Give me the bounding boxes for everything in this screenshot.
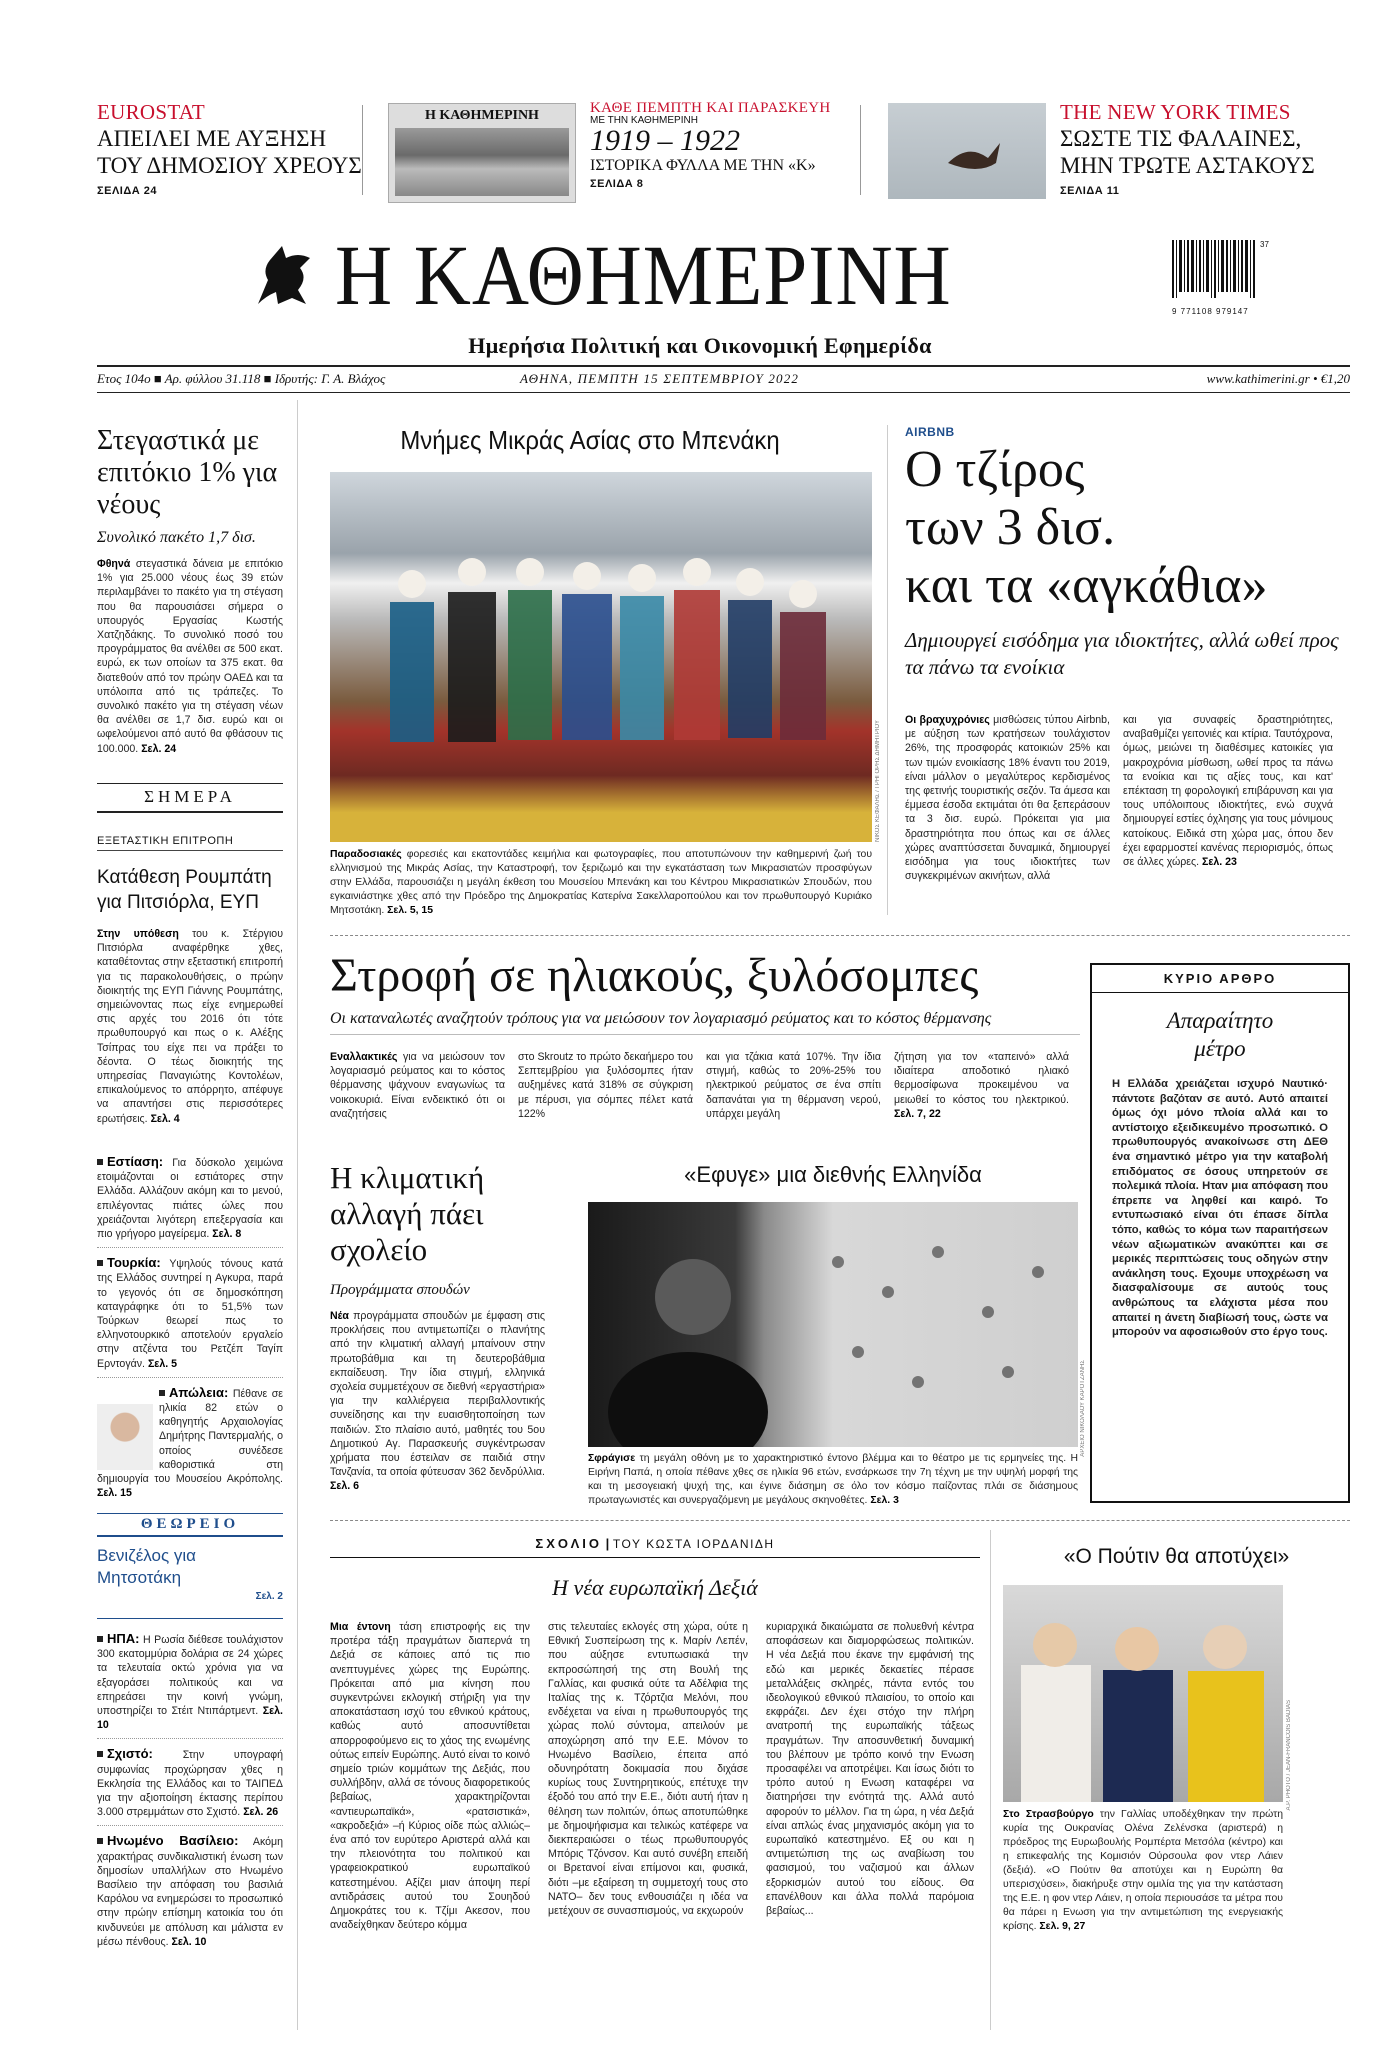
theory-brief-text: Στην υπογραφή συμφωνίας προχώρησαν χθες η Εκκλησία της Ελλάδος και το ΤΑΙΠΕΔ για την αξιοποίηση έκτασης περίπου 3.000 στρεμμάτων στο Σχιστό. [97, 1749, 283, 1819]
airbnb-col1 [905, 713, 1110, 883]
solar-col3 [706, 1050, 881, 1121]
teaser-headline: ΙΣΤΟΡΙΚΑ ΦΥΛΛΑ ΜΕ ΤΗΝ «Κ» [590, 157, 816, 174]
comment-col1 [330, 1620, 530, 1932]
masthead-tagline: Ημερήσια Πολιτική και Οικονομική Εφημερίδα [468, 333, 932, 358]
info-left: Ετος 104ο ■ Αρ. φύλλου 31.118 ■ Ιδρυτής: Γ. Α. Βλάχος [97, 371, 386, 386]
climate-story[interactable] [330, 1160, 545, 1494]
editorial-headline: Απαραίτητο μέτρο [1166, 1008, 1274, 1061]
costumes-illustration [330, 472, 872, 842]
brief-lead: Απώλεια: [169, 1384, 229, 1400]
today-body: του κ. Στέργιου Πιτσιόρλα αναφέρθηκε χθες, καταθέτοντας στην εξεταστική επιτροπή για τις παρακολουθήσεις, ο πρώην διοικητής της ΕΥΠ Γιάννης Ρουμπάτης, σημειώνοντας πως είχε ενημερωθεί στις αρχές του 2016 ότι τότε πρωθυπουργό και πως ο κ. Αλέξης Τσίπρας του είχε πει να πράξει το δέοντα. Ο τέως διοικητής της υπηρεσίας Παναγιώτης Κοντολέων, επικαλούμενος το απόρρητο, απέφυγε να απαντήσει στις περισσότερες ερωτήσεις. [97, 928, 283, 1125]
caption-text: τη μεγάλη οθόνη με το χαρακτηριστικό έντονο βλέμμα και το θέατρο με τις ερμηνείες της. Η Ειρήνη Παπά, η οποία πέθανε χθες σε ηλικία 96 ετών, ενσάρκωσε την 7η τέχνη με την υψηλή μορφή της και τη μεσογειακή ψυχή της, και έγινε διάσημη σε όλο τον κόσμο παίζοντας πλάι σε διάσημους πρωταγωνιστές και συνεργαζόμενη με μεγάλους σκηνοθέτες. [588, 1453, 1079, 1506]
airbnb-headline: Ο τζίρος [905, 441, 1085, 498]
comment-body: τάση επιστροφής εις την προτέρα τάξη πραγμάτων διαπερνά τη Δεξιά σε κάποιες από τις πιο ανεπτυγμένες χώρες της Ευρώπης. Πρόκειται από μια κίνηση που συγκεντρώνει εκλογική στήριξη για την αποκατάσταση ισχύ του εθνικού κράτους, καθώς αυτό αποσυντίθεται απορροφούμενο εις το χάος της ενωμένης ούτως ειπείν Ευρώπης. Αυτό είναι το κοινό σημείο τριών κομμάτων της Δεξιάς, που συλλήβδην, αλλά σε τόνους διαφορετικούς βεβαίως, χαρακτηρίζονται «αντιευρωπαϊκά», «ρατσιστικά», «ακροδεξιά» –ή Κύριος οίδε πώς αλλιώς– ένα από τον ευρύτερο Αριστερά αλλά και την πλειονότητα του πολιτικού και γραφειοκρατικού ευρωπαϊκού κατεστημένου. Αξίζει μιαν άποψη περί αντιδράσεις αυτού του Σουηδού Δημοκράτες του κ. Τζίμι Ακεσον, που αναδείχθηκαν δεύτερο κόμμα [330, 1621, 530, 1932]
airbnb-kicker: AIRBNB [905, 425, 955, 439]
comment-col2 [548, 1620, 748, 1918]
airbnb-story[interactable] [905, 425, 1350, 681]
teaser-kicker: THE NEW YORK TIMES [1060, 100, 1291, 124]
left-lead-subhead: Συνολικό πακέτο 1,7 δισ. [97, 529, 256, 546]
solar-headline: Στροφή σε ηλιακούς, ξυλόσομπες [330, 949, 979, 1002]
masthead-title: Η ΚΑΘΗΜΕΡΙΝΗ [335, 227, 952, 323]
brief-item[interactable] [97, 1386, 283, 1501]
theory-brief-text: Η Ρωσία διέθεσε τουλάχιστον 300 εκατομμύρια δολάρια σε 24 χώρες τα τελευταία οκτώ χρόνια για να εξαγοράσει πολιτικούς και να επηρεάσει την κοινή γνώμη, υποστηρίζει το Στέιτ Ντιπάρτμεντ. [97, 1634, 283, 1718]
climate-intro: Νέα [330, 1310, 349, 1322]
theory-brief-lead: Ηνωμένο Βασίλειο: [107, 1833, 239, 1849]
barcode-issue: 37 [1260, 240, 1269, 249]
brief-page: Σελ. 15 [97, 1487, 132, 1500]
left-lead-page: Σελ. 24 [141, 742, 177, 755]
solar-col1 [330, 1050, 505, 1121]
benaki-photo[interactable] [330, 472, 872, 842]
benaki-headline[interactable]: Μνήμες Μικράς Ασίας στο Μπενάκη [400, 425, 780, 455]
climate-page: Σελ. 6 [330, 1480, 360, 1493]
climate-body: προγράμματα σπουδών με έμφαση στις προκλήσεις που αντιμετωπίζει ο πλανήτης από την κλιματική αλλαγή μπαίνουν στην πρωτοβάθμια και τη δευτεροβάθμια εκπαίδευση. Την ίδια στιγμή, ελληνικά σχολεία συμμετέχουν σε διεθνή «εργαστήρια» για την καλλιέργεια περιβαλλοντικής συνείδησης και την ευαισθητοποίηση των παιδιών. Στο πλαίσιο αυτό, μαθητές του 5ου Δημοτικού Αγ. Παρασκευής συγκέντρωσαν χρήματα που έστειλαν σε παιδιά στην Τανζανία, τα οποία φύτευσαν 362 δενδρύλλια. [330, 1310, 545, 1479]
theory-label: ΘΕΩΡΕΙΟ [97, 1513, 283, 1537]
brief-lead: Εστίαση: [107, 1154, 164, 1169]
today-label: ΣΗΜΕΡΑ [144, 787, 236, 806]
left-lead-body: στεγαστικά δάνεια με επιτόκιο 1% για 25.000 νέους έως 39 ετών περιλαμβάνει το πακέτο για τη στέγαση που θα παρουσιάσει σήμερα ο υπουργός Εργασίας Κωστής Χατζηδάκης. Το συνολικό ποσό του προγράμματος θα ανέλθει σε 500 εκατ. ευρώ, εκ των οποίων τα 375 εκατ. θα διατεθούν από τον πρώην ΟΑΕΔ και τα υπόλοιπα από τις τράπεζες. Το συνολικό πακέτο για τη στέγαση νέων θα ανέλθει σε 1,7 δισ. ευρώ και οι ωφελούμενοι από αυτό θα φθάσουν τις 100.000. [97, 558, 283, 755]
editorial-box[interactable] [1090, 963, 1350, 1503]
teaser-subkicker: ΜΕ ΤΗΝ ΚΑΘΗΜΕΡΙΝΗ [590, 115, 698, 126]
airbnb-page: Σελ. 23 [1202, 856, 1237, 869]
caption-lead: Παραδοσιακές [330, 849, 402, 860]
barcode [1172, 240, 1269, 318]
papas-photo[interactable] [588, 1202, 1078, 1447]
putin-credit: A.P. PHOTO / JEAN-FRANCOIS BADIAS [1286, 1700, 1292, 1811]
solar-page: Σελ. 7, 22 [894, 1107, 941, 1120]
caption-lead: Στο Στρασβούργο [1003, 1809, 1094, 1820]
comment-body: κυριαρχικά δικαιώματα σε πολυεθνή κέντρα αποφάσεων και διαμορφώσεως πολιτικών. Η νέα Δεξιά που έκανε την εμφάνισή της εδώ και μερικές δεκαετίες πέρασε μεταλλάξεις σκληρές, πάντα εντός του ιδεολογικού εθνικού πλαισίου, το οποίο και εκφράζει. Δεν έχει στόχο την πλήρη ανατροπή της ευρωπαϊκής τάξεως πραγμάτων. Την αποσυνθετική δυναμική του βλέπουν με τρόπο κοινό την Ενωση προσαφέλει να αποτρέψει. Και ίσως διότι το τρόπο αυτού η Ενωση καταφέρει να διατηρήσει την ενότητά της. Αλλά αυτό αφορούν το μέλλον. Για τη ώρα, η νέα Δεξιά είναι απλώς ένας μηχανισμός ακόμη για το ευρωπαϊκό κατεστημένο. Εξ ου και η αντιμετώπιση της ως αναβίωση του φασισμού, του ναζισμού και άλλων εξορκισμών αυτού του είδους. Θα επανέλθουν και άλλα πολλά παρόμοια βεβαίως... [766, 1621, 974, 1918]
teaser-thumb-kathimerini[interactable] [388, 103, 576, 203]
theory-brief-page: Σελ. 10 [97, 1705, 283, 1732]
comment-body: στις τελευταίες εκλογές στη χώρα, ούτε η Εθνική Συσπείρωση της κ. Μαρίν Λεπέν, που αύξησε εντυπωσιακά την εκπροσώπησή της στη Βουλή της Γαλλίας, και φυσικά ούτε τα Αδέλφια της Ιταλίας της κ. Τζόρτζια Μελόνι, που ενδέχεται να είναι η πρωθυπουργός της χώρας πολύ σύντομα, απειλούν με αποχώρηση από την Ε.Ε. Μόνον το Ηνωμένο Βασίλειο, έπειτα από οδυνηρότατη δοκιμασία που διχάσε κυρίως τους Συντηρητικούς, επέτυχε την έξοδό του από την Ε.Ε., διότι αυτή ήταν η θέληση των πολιτών, όπως αποτυπώθηκε με δημοψήφισμα και τελικώς κατέφερε να διεκπεραιώσει ο τέως πρωθυπουργός Μπόρις Τζόνσον. Και αυτό συνέβη επειδή οι Βρετανοί είναι επίμονοι και, φυσικά, διότι –με εξαίρεση τη συμμετοχή τους στο ΝΑΤΟ– δεν τους ενθουσιάζει η ιδέα να μετέχουν σε συνασπισμούς, να εκχωρούν [548, 1621, 748, 1918]
theory-headline: Βενιζέλος για Μητσοτάκη [97, 1546, 196, 1587]
benaki-caption [330, 848, 872, 918]
solar-col4 [894, 1050, 1069, 1121]
brief-item[interactable] [97, 1256, 283, 1378]
obituary-portrait [97, 1404, 153, 1470]
teaser-page: ΣΕΛΙΔΑ 8 [590, 178, 644, 190]
climate-headline: σχολείο [330, 1232, 428, 1267]
papas-credit: ΑΡΧΕΙΟ ΝΙΚΟΛΑΟΥ ΚΑΡΟΤΖΑΝΗΣ [1080, 1360, 1086, 1457]
putin-photo[interactable] [1003, 1585, 1283, 1802]
theory-brief-page: Σελ. 26 [243, 1806, 279, 1819]
theory-brief-text: Ακόμη χαρακτήρας συνδικαλιστική ένωση των δημοσίων υπαλλήλων στο Ηνωμένο Βασίλειο την απόφαση του βασιλιά Καρόλου να ενημερώσει το προσωπικό στην πρώην επίσημη κατοικία του ότι κινδυνεύει με απόλυση και μάλιστα εν μέσω πένθους. [97, 1836, 284, 1948]
teaser-eurostat[interactable] [97, 100, 362, 200]
airbnb-subhead: Δημιουργεί εισόδημα για ιδιοκτήτες, αλλά ωθεί προς τα πάνω τα ενοίκια [905, 628, 1339, 679]
brief-text: Για δύσκολο χειμώνα ετοιμάζονται οι εστιάτορες στην Ελλάδα. Αλλάζουν ακόμη και το μενού, επιλέγοντας πιάτες ώλες που χρειάζονται λιγότερη επεξεργασία και πιο γρήγορο μαγείρεμα. [97, 1157, 283, 1241]
comment-headline[interactable]: Η νέα ευρωπαϊκή Δεξιά [552, 1575, 758, 1600]
putin-caption [1003, 1808, 1283, 1934]
teaser-nyt[interactable] [1060, 100, 1350, 200]
airbnb-intro: Οι βραχυχρόνιες [905, 714, 990, 726]
solar-body: για να μειώσουν τον λογαριασμό ρεύματος και το κόστος θέρμανσης ψάχνουν εναγωνίως τα νοικοκυριά. Είναι ενδεικτικό ότι οι αναζητήσεις [330, 1051, 505, 1120]
today-story[interactable] [97, 835, 283, 1126]
airbnb-body: και για συναφείς δραστηριότητες, αναβαθμίζει γειτονιές και κτίρια. Ταυτόχρονα, όμως, μειώνει τη διαθέσιμες κατοικίες για μακροχρόνια μίσθωση, ωθεί προς τα πάνω τα ενοίκια και τις αξίες τους, και κατ' επέκταση τη φορολογική επιβάρυνση και για τους υπόλοιπους ιδιοκτήτες, ενώ συχνά δημιουργεί εστίες όχλησης για τους μόνιμους κατοίκους. Ειδικά στη χώρα μας, όπου δεν έχει εφαρμοστεί κανένας περιορισμός, όπως σε άλλες χώρες. [1123, 714, 1333, 869]
climate-headline: Η κλιματική [330, 1160, 485, 1195]
theory-brief-lead: ΗΠΑ: [107, 1631, 140, 1646]
thumb-title: Η ΚΑΘΗΜΕΡΙΝΗ [425, 108, 539, 123]
teaser-headline: ΣΩΣΤΕ ΤΙΣ ΦΑΛΑΙΝΕΣ, [1060, 126, 1302, 151]
caption-text: φορεσιές και εκατοντάδες κειμήλια και φωτογραφίες, που αποτυπώνουν την καθημερινή ζωή του ελληνισμού της Μικράς Ασίας, την Καταστροφή, τον ξεριζωμό και την εγκατάσταση των Μικρασιατών προσφύγων στην Ελλάδα, παρουσιάζει η μεγάλη έκθεση του Μουσείου Μπενάκη και του Κέντρου Μικρασιατικών Σπουδών, που εγκαινιάστηκε χθες από την Πρόεδρο της Δημοκρατίας Κατερίνα Σακελλαροπούλου και τον πρωθυπουργό Κυριάκο Μητσοτάκη. [330, 849, 872, 916]
teaser-1919[interactable] [590, 100, 850, 200]
airbnb-headline: και τα «αγκάθια» [905, 557, 1268, 614]
solar-body: ζήτηση για τον «ταπεινό» αλλά ιδιαίτερα αποδοτικό ηλιακό θερμοσίφωνα προκειμένου να μειωθεί το κόστος του ηλεκτρικού. [894, 1051, 1069, 1106]
editorial-label: ΚΥΡΙΟ ΑΡΘΡΟ [1092, 965, 1348, 993]
theory-briefs [97, 1632, 283, 1949]
teaser-headline: ΑΠΕΙΛΕΙ ΜΕ ΑΥΞΗΣΗ [97, 126, 327, 151]
griffin-logo-icon [248, 240, 320, 312]
comment-col3 [766, 1620, 974, 1918]
comment-header: ΣΧΟΛΙΟ | ΤΟΥ ΚΩΣΤΑ ΙΟΡΔΑΝΙΔΗ [330, 1535, 980, 1558]
caption-page: Σελ. 9, 27 [1039, 1921, 1086, 1932]
putin-headline[interactable]: «Ο Πούτιν θα αποτύχει» [1063, 1545, 1290, 1568]
teaser-page: ΣΕΛΙΔΑ 24 [97, 185, 157, 197]
whale-icon [888, 103, 1046, 199]
left-lead-intro: Φθηνά [97, 558, 131, 570]
theory-brief-item[interactable] [97, 1747, 283, 1826]
papas-caption [588, 1452, 1078, 1508]
solar-col2 [518, 1050, 693, 1121]
theory-brief-page: Σελ. 10 [171, 1935, 207, 1948]
caption-page: Σελ. 5, 15 [387, 905, 433, 916]
climate-subhead: Προγράμματα σπουδών [330, 1282, 470, 1298]
editorial-body: Η Ελλάδα χρειάζεται ισχυρό Ναυτικό· πάντοτε βαζόταν σε αυτό. Αυτό απαιτεί όμως όχι μόνο πλοία αλλά και το αντίστοιχο εξειδικευμένο προσωπικό. Ο πρωθυπουργός ανακοίνωσε στη ΔΕΘ ένα σημαντικό μέτρο για την καταβολή επιδόματος σε όσους υπηρετούν σε πολεμικά πλοία. Ηταν μια απόφαση που έπρεπε να ληφθεί και καιρό. Το εντυπωσιακό είναι ότι έπασε δίπλα τόπο, καθώς το κόμα των παραιτήσεων νέων αξιωματικών ανακύπτει και σε μερικές περιπτώσεις τους οδηγών στην ανάκληση τους. Εχουμε υποχρέωση να διασφαλίσουμε σε αυτούς τους ανθρώπους τα ελάχιστα μέσα που απαιτεί η άνετη διαβίωσή τους, ώστε να μπορούν να αφοσιωθούν στο έργο τους. [1112, 1078, 1328, 1339]
teaser-kicker: EUROSTAT [97, 100, 206, 124]
teaser-page: ΣΕΛΙΔΑ 11 [1060, 185, 1120, 197]
airbnb-headline: των 3 δισ. [905, 499, 1116, 556]
theory-brief-lead: Σχιστό: [107, 1746, 153, 1762]
comment-intro: Μια έντονη [330, 1621, 391, 1633]
brief-text: Πέθανε σε ηλικία 82 ετών ο καθηγητής Αρχαιολογίας Δημήτρης Παντερμαλής, ο οποίος συνέδεσε καθοριστικά στη δημιουργία του Μουσείου Ακρόπολης. [97, 1387, 283, 1486]
today-kicker: ΕΞΕΤΑΣΤΙΚΗ ΕΠΙΤΡΟΠΗ [97, 835, 283, 851]
today-headline: Κατάθεση Ρουμπάτη για Πιτσιόρλα, ΕΥΠ [97, 867, 272, 913]
caption-page: Σελ. 3 [870, 1495, 899, 1506]
teaser-kicker: ΚΑΘΕ ΠΕΜΠΤΗ ΚΑΙ ΠΑΡΑΣΚΕΥΗ [590, 100, 831, 116]
caption-lead: Σφράγισε [588, 1453, 636, 1464]
masthead [240, 228, 1120, 323]
brief-page: Σελ. 5 [147, 1357, 177, 1370]
teaser-thumb-whale[interactable] [888, 103, 1046, 199]
climate-headline: αλλαγή πάει [330, 1196, 484, 1231]
brief-item[interactable] [97, 1155, 283, 1248]
left-briefs [97, 1155, 283, 1500]
info-date: ΑΘΗΝΑ, ΠΕΜΠΤΗ 15 ΣΕΠΤΕΜΒΡΙΟΥ 2022 [520, 371, 800, 386]
theory-page: Σελ. 2 [255, 1591, 283, 1602]
benaki-credit: ΝΙΚΟΣ ΚΕΦΑΛΗΣ / ΓΡΗΓΟΡΗΣ ΔΗΜΗΤΡΙΟΥ [875, 720, 881, 843]
comment-author: ΤΟΥ ΚΩΣΤΑ ΙΟΡΔΑΝΙΔΗ [612, 1537, 775, 1551]
brief-lead: Τουρκία: [107, 1255, 161, 1271]
left-lead-story[interactable] [97, 425, 283, 756]
theory-brief-item[interactable] [97, 1834, 283, 1949]
airbnb-body: μισθώσεις τύπου Airbnb, με αύξηση των κρατήσεων τουλάχιστον 26%, της προσφοράς κατοικιών 25% και των τιμών ενοικίασης 18% έναντι του 2019, είναι μάλλον ο μεγαλύτερος κερδισμένος της φετινής τουριστικής σεζόν. Τα άμεσα και έμμεσα έσοδα εκτιμάται ότι θα ξεπεράσουν τα 3 δισ. ευρώ. Πρόκειται για μια δραστηριότητα που όπως και σε άλλες χώρες αναπτύσσεται δυναμικά, δημιουργεί εισόδημα για τους ιδιοκτήτες των συγκεκριμένων ακινήτων, αλλά [905, 714, 1110, 883]
info-right[interactable]: www.kathimerini.gr • €1,20 [1206, 371, 1350, 386]
barcode-icon [1172, 240, 1258, 302]
caption-text: την Γαλλίας υποδέχθηκαν την πρώτη κυρία της Ουκρανίας Ολένα Ζελένσκα (αριστερά) η πρόεδρος της Ευρωβουλής Ρομπέρτα Μετσόλα (κέντρο) και η επικεφαλής της Κομισιόν Ούρσουλα φον ντερ Λάιεν (δεξιά). «Ο Πούτιν θα αποτύχει και η Ευρώπη θα υπερισχύσει», διακήρυξε στην ομιλία της για την κατάσταση της Ε.Ε. η φον ντερ Λάιεν, η οποία περιουσάσε τα μέτρα που θα πάρει η Ενωση για την αντιμετώπιση της ενεργειακής κρίσης. [1003, 1809, 1283, 1932]
teaser-years: 1919 – 1922 [590, 124, 740, 157]
comment-label: ΣΧΟΛΙΟ [535, 1536, 603, 1551]
left-lead-headline: Στεγαστικά με επιτόκιο 1% για νέους [97, 425, 278, 520]
solar-body: στο Skroutz το πρώτο δεκαήμερο του Σεπτεμβρίου για ξυλόσομπες ήταν αυξημένες κατά 318% σε σύγκριση με πέρυσι, για σόμπες πέλετ κατά 122% [518, 1051, 693, 1120]
theory-brief-item[interactable] [97, 1632, 283, 1739]
teaser-headline: ΜΗΝ ΤΡΩΤΕ ΑΣΤΑΚΟΥΣ [1060, 153, 1315, 178]
teaser-headline: ΤΟΥ ΔΗΜΟΣΙΟΥ ΧΡΕΟΥΣ [97, 153, 362, 178]
today-page: Σελ. 4 [150, 1112, 180, 1125]
solar-subhead: Οι καταναλωτές αναζητούν τρόπους για να μειώσουν τον λογαριασμό ρεύματος και το κόστος θέρμανσης [330, 1010, 1080, 1035]
barcode-number: 9 771108 979147 [1172, 307, 1249, 316]
airbnb-col2 [1123, 713, 1333, 869]
solar-body: και για τζάκια κατά 107%. Την ίδια στιγμή, καθώς το 20%-25% του ηλεκτρικού ρεύματος σε ένα σπίτι δαπανάται για τη θέρμανση νερού, υπάρχει μεγάλη [706, 1051, 881, 1120]
papas-headline[interactable]: «Εφυγε» μια διεθνής Ελληνίδα [684, 1162, 982, 1187]
leaders-illustration [1003, 1585, 1283, 1802]
today-intro: Στην υπόθεση [97, 928, 179, 940]
solar-story[interactable] [330, 948, 1080, 1035]
theory-story[interactable] [97, 1545, 283, 1602]
brief-text: Υψηλούς τόνους κατά της Ελλάδος συντηρεί η Αγκυρα, παρά το γεγονός ότι σε δημοσκόπηση καταγράφηκε ότι το 51,5% των Τούρκων θεωρεί πως το ελληνοτουρκικό αποτελούν εργαλείο στην ατζέντα του Ρετζέπ Ταγίπ Ερντογάν. [97, 1258, 283, 1370]
solar-intro: Εναλλακτικές [330, 1051, 398, 1063]
papas-illustration [588, 1202, 1078, 1447]
brief-page: Σελ. 8 [212, 1228, 242, 1241]
